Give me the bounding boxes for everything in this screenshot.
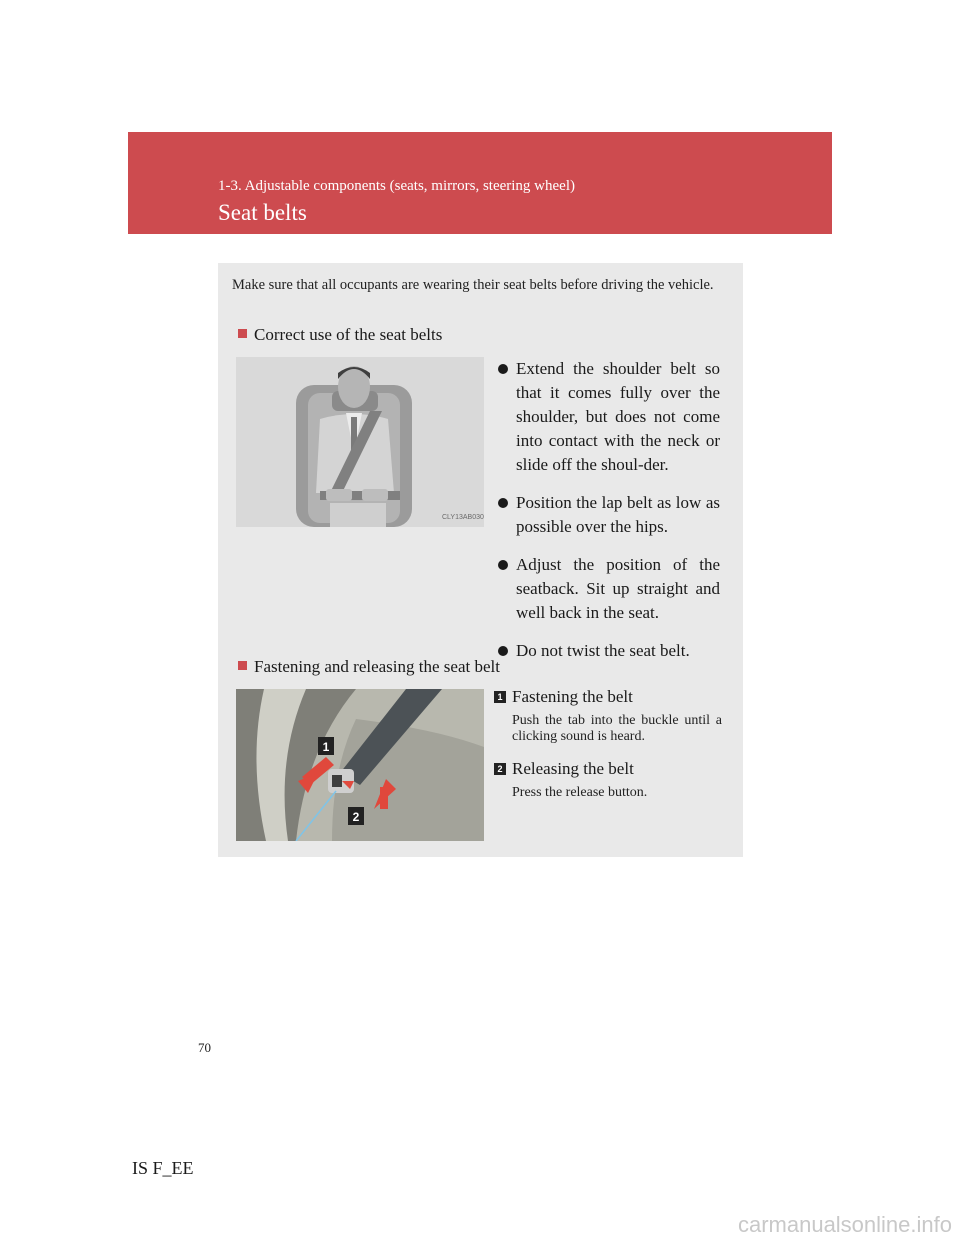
seated-occupant-illustration [236,357,484,527]
list-item: Extend the shoulder belt so that it comes fully over the shoulder, but does not come into contact with the neck or slide off the shoul-der. [490,357,720,477]
square-bullet-icon [238,661,247,670]
svg-text:2: 2 [352,810,360,824]
correct-use-list [490,357,720,677]
buckle-figure [236,689,484,841]
fastening-heading: Fastening and releasing the seat belt [238,657,500,677]
svg-text:CLY13AB030: CLY13AB030 [442,514,484,521]
fastening-steps [492,685,722,813]
svg-text:1: 1 [322,740,330,754]
list-item [492,757,722,801]
list-item [492,685,722,745]
occupant-figure [236,357,484,527]
page-number: 70 [198,1040,211,1055]
bullet-dot-icon [498,646,508,656]
square-bullet-icon [238,329,247,338]
step-number-icon: 2 [494,763,506,775]
bullet-dot-icon [498,560,508,570]
step-description: Push the tab into the buckle until a clicking sound is heard. [512,713,722,744]
step-number-icon: 1 [494,691,506,703]
footer-code: IS F_EE [132,1158,194,1178]
list-item: Do not twist the seat belt. [490,639,720,663]
intro-text: Make sure that all occupants are wearing their seat belts before driving the vehicle. [232,277,714,293]
step-title: Releasing the belt [512,759,634,778]
watermark: carmanualsonline.info [737,1212,952,1237]
correct-use-heading: Correct use of the seat belts [238,325,442,345]
list-item: Adjust the position of the seatback. Sit up straight and well back in the seat. [490,553,720,625]
step-title: Fastening the belt [512,687,633,706]
bullet-dot-icon [498,364,508,374]
buckle-illustration [236,689,484,841]
content-panel [218,263,743,857]
bullet-dot-icon [498,498,508,508]
list-item: Position the lap belt as low as possible over the hips. [490,491,720,539]
section-header [128,132,832,234]
section-path: 1-3. Adjustable components (seats, mirrors, steering wheel) [218,178,575,194]
step-description: Press the release button. [512,785,648,800]
page-title: Seat belts [218,200,307,225]
